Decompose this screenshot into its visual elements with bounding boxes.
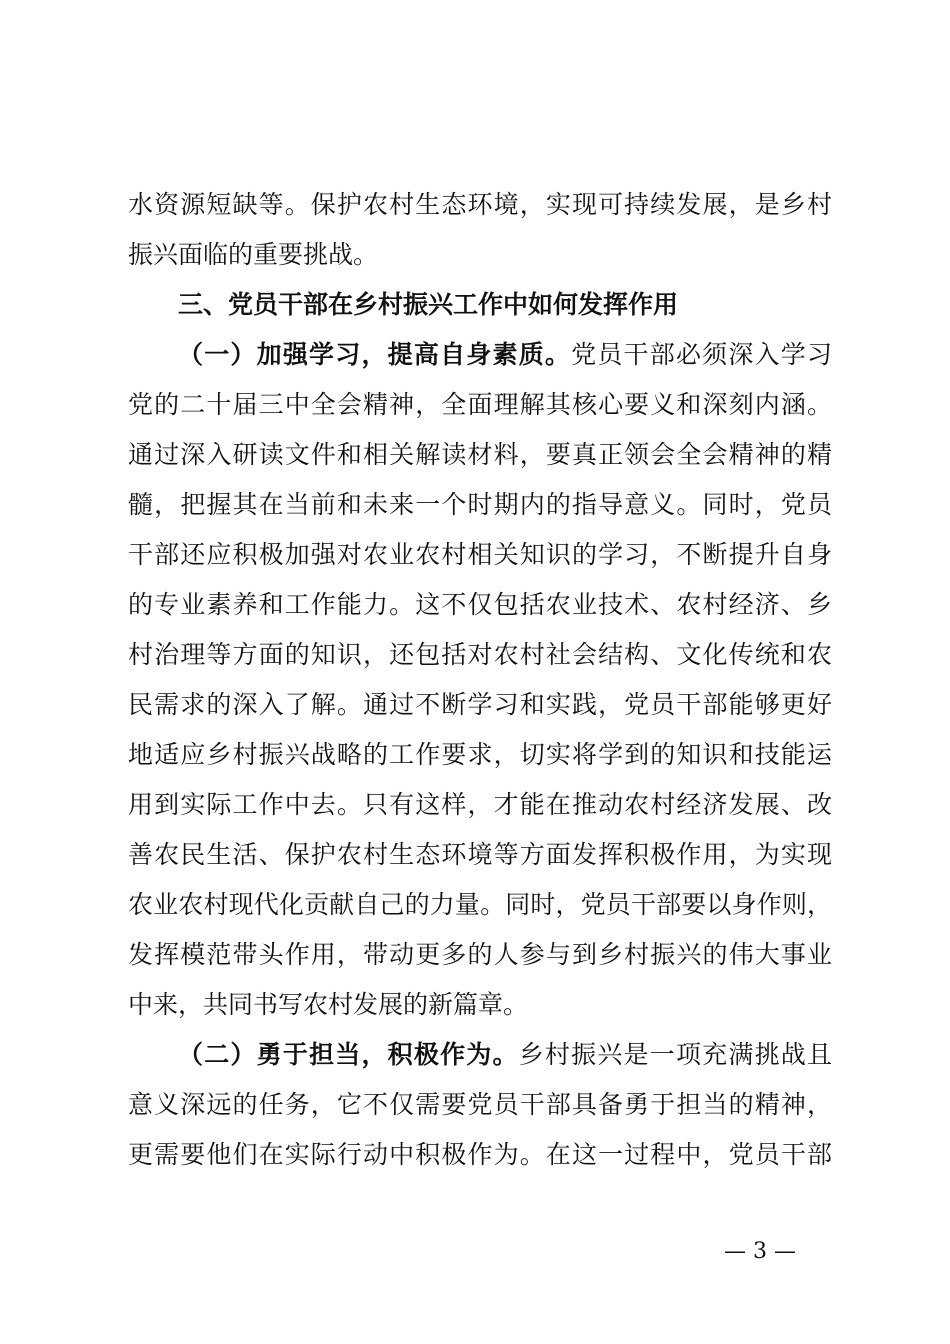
section-heading: 三、党员干部在乡村振兴工作中如何发挥作用 xyxy=(178,290,679,319)
subsection-1-first-line-rest: 党员干部必须深入学习 xyxy=(571,340,832,369)
subsection-1-line: 髓，把握其在当前和未来一个时期内的指导意义。同时，党员 xyxy=(128,490,832,519)
subsection-1-line: 地适应乡村振兴战略的工作要求，切实将学到的知识和技能运 xyxy=(128,740,832,769)
subsection-1-line: 农业农村现代化贡献自己的力量。同时，党员干部要以身作则， xyxy=(128,890,832,919)
subsection-1-line: 善农民生活、保护农村生态环境等方面发挥积极作用，为实现 xyxy=(128,840,832,869)
subsection-1-line: 干部还应积极加强对农业农村相关知识的学习，不断提升自身 xyxy=(128,540,832,569)
document-body xyxy=(128,180,832,1180)
subsection-1-line: 的专业素养和工作能力。这不仅包括农业技术、农村经济、乡 xyxy=(128,590,832,619)
subsection-2-line: 更需要他们在实际行动中积极作为。在这一过程中，党员干部 xyxy=(128,1140,832,1169)
subsection-1-line: 通过深入研读文件和相关解读材料，要真正领会全会精神的精 xyxy=(128,440,832,469)
subsection-1-line: 村治理等方面的知识，还包括对农村社会结构、文化传统和农 xyxy=(128,640,832,669)
subsection-1-line: 民需求的深入了解。通过不断学习和实践，党员干部能够更好 xyxy=(128,690,832,719)
subsection-2-lead: （二）勇于担当，积极作为。 xyxy=(178,1040,519,1069)
subsection-2-first-line-rest: 乡村振兴是一项充满挑战且 xyxy=(518,1040,832,1069)
subsection-2-line: 意义深远的任务，它不仅需要党员干部具备勇于担当的精神， xyxy=(128,1090,832,1119)
subsection-1-first-line xyxy=(128,330,832,380)
body-line-2: 振兴面临的重要挑战。 xyxy=(128,240,379,269)
body-line-1: 水资源短缺等。保护农村生态环境，实现可持续发展，是乡村 xyxy=(128,190,832,219)
subsection-1-line: 党的二十届三中全会精神，全面理解其核心要义和深刻内涵。 xyxy=(128,390,832,419)
subsection-1-lead: （一）加强学习，提高自身素质。 xyxy=(178,340,572,369)
page-number: — 3 — xyxy=(724,1239,796,1264)
subsection-2-first-line xyxy=(128,1030,832,1080)
subsection-1-line-last: 中来，共同书写农村发展的新篇章。 xyxy=(128,990,529,1019)
subsection-1-line: 发挥模范带头作用，带动更多的人参与到乡村振兴的伟大事业 xyxy=(128,940,832,969)
subsection-1-line: 用到实际工作中去。只有这样，才能在推动农村经济发展、改 xyxy=(128,790,832,819)
